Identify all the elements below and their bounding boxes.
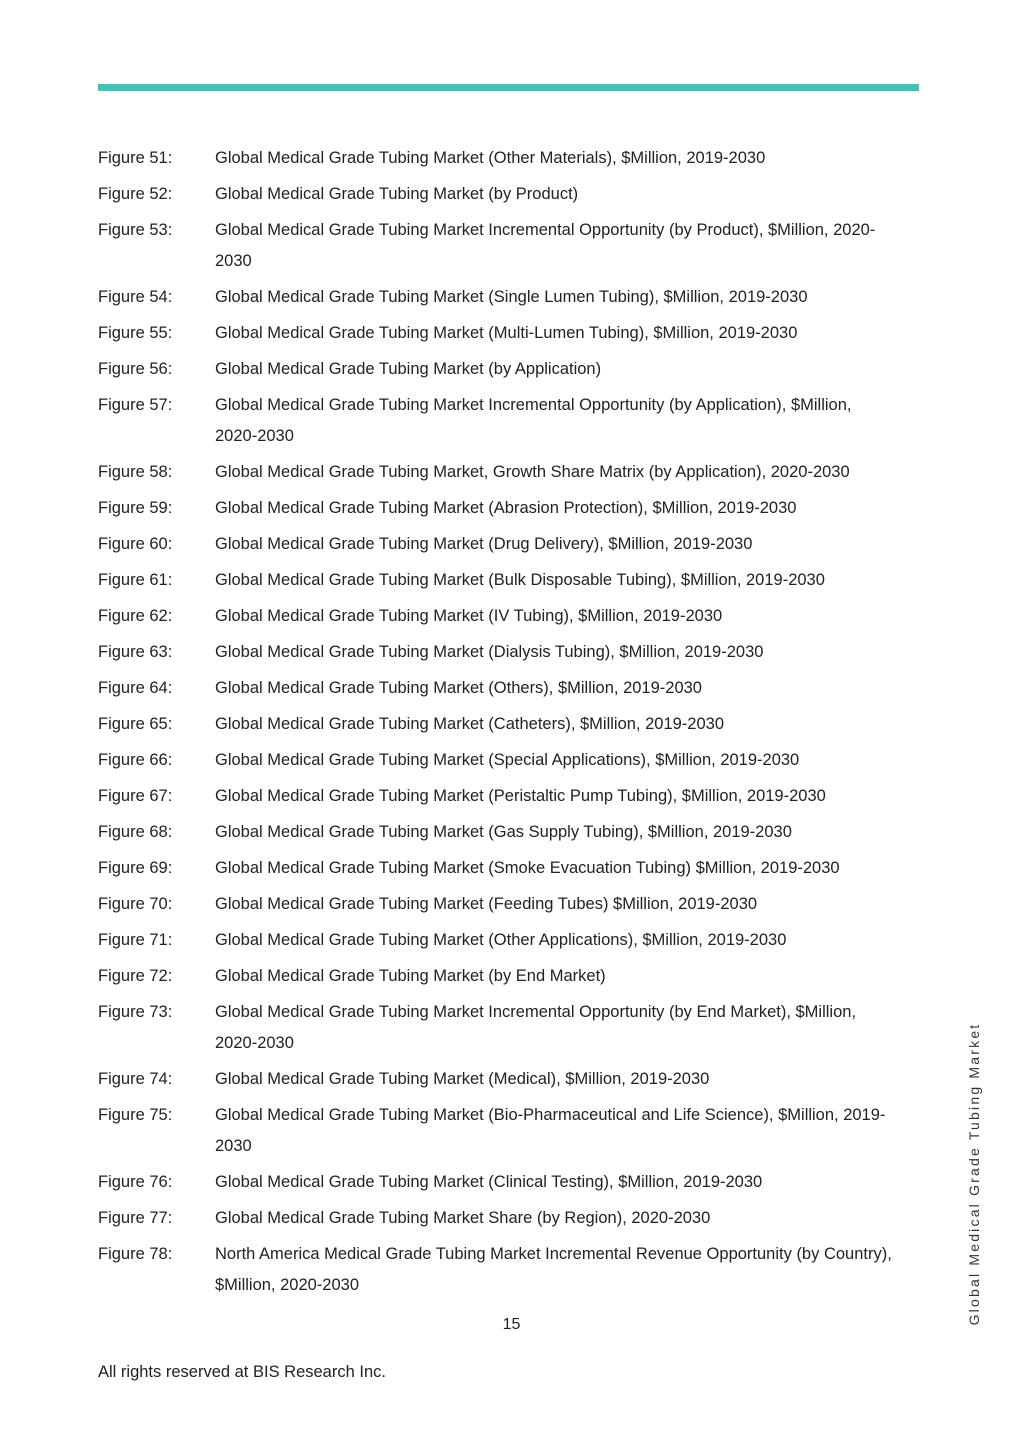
figure-title: Global Medical Grade Tubing Market (Special Applications), $Million, 2019-2030 bbox=[215, 751, 800, 769]
figure-title: Global Medical Grade Tubing Market (Drug Delivery), $Million, 2019-2030 bbox=[215, 535, 753, 553]
figure-title: Global Medical Grade Tubing Market (IV Tubing), $Million, 2019-2030 bbox=[215, 607, 723, 625]
list-item bbox=[98, 390, 898, 452]
figure-label: Figure 73: bbox=[98, 1003, 173, 1021]
figure-label: Figure 71: bbox=[98, 931, 173, 949]
figure-label: Figure 58: bbox=[98, 463, 173, 481]
page-number: 15 bbox=[502, 1316, 521, 1333]
figure-label: Figure 62: bbox=[98, 607, 173, 625]
figure-title: Global Medical Grade Tubing Market (Single Lumen Tubing), $Million, 2019-2030 bbox=[215, 288, 808, 306]
list-item bbox=[98, 961, 898, 992]
side-running-title: Global Medical Grade Tubing Market bbox=[966, 1022, 982, 1326]
list-item bbox=[98, 215, 898, 277]
list-item bbox=[98, 853, 898, 884]
figure-title: Global Medical Grade Tubing Market (Bulk Disposable Tubing), $Million, 2019-2030 bbox=[215, 571, 825, 589]
figure-label: Figure 63: bbox=[98, 643, 173, 661]
list-item bbox=[98, 601, 898, 632]
footer-copyright: All rights reserved at BIS Research Inc. bbox=[98, 1363, 386, 1381]
figure-label: Figure 69: bbox=[98, 859, 173, 877]
figure-title: Global Medical Grade Tubing Market (Other Materials), $Million, 2019-2030 bbox=[215, 149, 766, 167]
figure-label: Figure 53: bbox=[98, 221, 173, 239]
figure-label: Figure 61: bbox=[98, 571, 173, 589]
figure-label: Figure 66: bbox=[98, 751, 173, 769]
figure-label: Figure 70: bbox=[98, 895, 173, 913]
list-of-figures bbox=[98, 143, 898, 1306]
list-item bbox=[98, 997, 898, 1059]
figure-title: Global Medical Grade Tubing Market (Gas Supply Tubing), $Million, 2019-2030 bbox=[215, 823, 792, 841]
figure-label: Figure 67: bbox=[98, 787, 173, 805]
figure-label: Figure 55: bbox=[98, 324, 173, 342]
list-item bbox=[98, 493, 898, 524]
figure-label: Figure 78: bbox=[98, 1245, 173, 1263]
figure-label: Figure 56: bbox=[98, 360, 173, 378]
list-item bbox=[98, 1100, 898, 1162]
list-item bbox=[98, 565, 898, 596]
list-item bbox=[98, 354, 898, 385]
list-item bbox=[98, 318, 898, 349]
list-item bbox=[98, 637, 898, 668]
list-item bbox=[98, 673, 898, 704]
figure-title: Global Medical Grade Tubing Market (Peristaltic Pump Tubing), $Million, 2019-2030 bbox=[215, 787, 826, 805]
figure-label: Figure 72: bbox=[98, 967, 173, 985]
figure-label: Figure 59: bbox=[98, 499, 173, 517]
list-item bbox=[98, 889, 898, 920]
figure-label: Figure 64: bbox=[98, 679, 173, 697]
figure-title: Global Medical Grade Tubing Market (by Application) bbox=[215, 360, 602, 378]
figure-title: Global Medical Grade Tubing Market, Growth Share Matrix (by Application), 2020-2030 bbox=[215, 463, 850, 481]
list-item bbox=[98, 179, 898, 210]
figure-title: Global Medical Grade Tubing Market (Clinical Testing), $Million, 2019-2030 bbox=[215, 1173, 763, 1191]
list-item bbox=[98, 282, 898, 313]
list-item bbox=[98, 745, 898, 776]
figure-title: Global Medical Grade Tubing Market (by Product) bbox=[215, 185, 579, 203]
figure-title: Global Medical Grade Tubing Market (Bio-Pharmaceutical and Life Science), $Million, 2019-2030 bbox=[215, 1106, 886, 1155]
figure-title: Global Medical Grade Tubing Market (Catheters), $Million, 2019-2030 bbox=[215, 715, 725, 733]
list-item bbox=[98, 1203, 898, 1234]
figure-title: Global Medical Grade Tubing Market (Dialysis Tubing), $Million, 2019-2030 bbox=[215, 643, 764, 661]
figure-label: Figure 51: bbox=[98, 149, 173, 167]
figure-title: Global Medical Grade Tubing Market Share (by Region), 2020-2030 bbox=[215, 1209, 711, 1227]
figure-title: Global Medical Grade Tubing Market (Multi-Lumen Tubing), $Million, 2019-2030 bbox=[215, 324, 798, 342]
list-item bbox=[98, 1239, 898, 1301]
figure-title: Global Medical Grade Tubing Market (Abrasion Protection), $Million, 2019-2030 bbox=[215, 499, 797, 517]
list-item bbox=[98, 529, 898, 560]
figure-label: Figure 60: bbox=[98, 535, 173, 553]
figure-label: Figure 74: bbox=[98, 1070, 173, 1088]
figure-title: Global Medical Grade Tubing Market (Others), $Million, 2019-2030 bbox=[215, 679, 702, 697]
list-item bbox=[98, 925, 898, 956]
figure-label: Figure 54: bbox=[98, 288, 173, 306]
figure-label: Figure 65: bbox=[98, 715, 173, 733]
figure-title: Global Medical Grade Tubing Market (Smoke Evacuation Tubing) $Million, 2019-2030 bbox=[215, 859, 840, 877]
list-item bbox=[98, 143, 898, 174]
figure-title: Global Medical Grade Tubing Market Incremental Opportunity (by Product), $Million, 2020-2030 bbox=[215, 221, 876, 270]
figure-label: Figure 76: bbox=[98, 1173, 173, 1191]
figure-title: Global Medical Grade Tubing Market Incremental Opportunity (by End Market), $Million, 2020-2030 bbox=[215, 1003, 857, 1052]
figure-label: Figure 57: bbox=[98, 396, 173, 414]
figure-label: Figure 52: bbox=[98, 185, 173, 203]
figure-title: North America Medical Grade Tubing Market Incremental Revenue Opportunity (by Country), $Million, 2020-2030 bbox=[215, 1245, 892, 1294]
figure-title: Global Medical Grade Tubing Market (Medical), $Million, 2019-2030 bbox=[215, 1070, 710, 1088]
list-item bbox=[98, 817, 898, 848]
figure-title: Global Medical Grade Tubing Market (by End Market) bbox=[215, 967, 606, 985]
list-item bbox=[98, 457, 898, 488]
list-item bbox=[98, 1167, 898, 1198]
figure-title: Global Medical Grade Tubing Market (Feeding Tubes) $Million, 2019-2030 bbox=[215, 895, 758, 913]
list-item bbox=[98, 709, 898, 740]
figure-title: Global Medical Grade Tubing Market Incremental Opportunity (by Application), $Million, 2020-2030 bbox=[215, 396, 852, 445]
list-item bbox=[98, 1064, 898, 1095]
figure-label: Figure 68: bbox=[98, 823, 173, 841]
figure-label: Figure 77: bbox=[98, 1209, 173, 1227]
list-item bbox=[98, 781, 898, 812]
figure-title: Global Medical Grade Tubing Market (Other Applications), $Million, 2019-2030 bbox=[215, 931, 787, 949]
figure-label: Figure 75: bbox=[98, 1106, 173, 1124]
header-accent-bar bbox=[98, 84, 919, 91]
